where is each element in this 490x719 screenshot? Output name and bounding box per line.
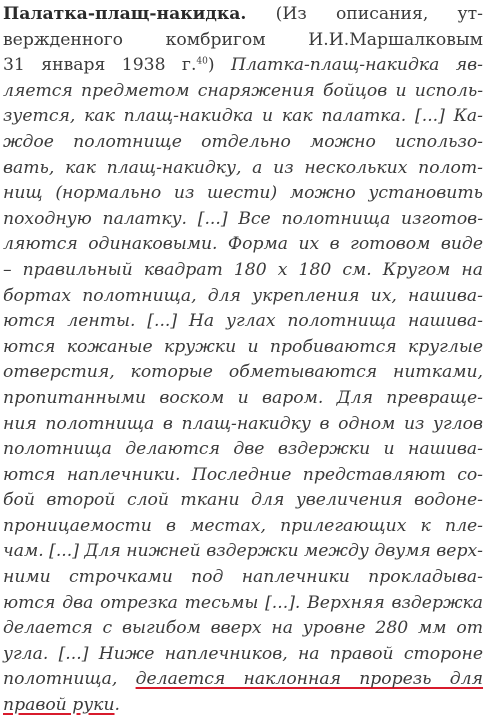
underlined-highlight: правой руки (3, 695, 115, 716)
document-intro-part-2: вержденного комбригом И.И.Маршалковым (3, 29, 483, 50)
document-body-line: угла. [...] Ниже наплечников, на правой стороне (3, 643, 483, 664)
document-body-line: бой второй слой ткани для увеличения водоне- (3, 490, 483, 511)
document-intro-close: ) (207, 55, 215, 76)
document-body-line: ними строчками под наплечники прокладыва- (3, 567, 483, 588)
document-body-line: ляется предметом снаряжения бойцов и исполь- (3, 80, 483, 101)
document-body-line: ждое полотнище отдельно можно использо- (3, 131, 483, 152)
document-body-line: ются два отрезка тесьмы [...]. Верхняя вздержка (3, 592, 483, 613)
footnote-reference: 40 (196, 56, 208, 67)
document-body-line: зуется, как плащ-накидка и как палатка. [...] Ка- (3, 106, 483, 127)
document-body-line: чам. [...] Для нижней вздержки между двумя верх- (3, 541, 483, 562)
document-body-line: ются ленты. [...] На углах полотнища нашива- (3, 311, 483, 332)
document-body-line: нищ (нормально из шести) можно установить (3, 183, 483, 204)
document-body-line: бортах полотнища, для укрепления их, нашива- (3, 285, 483, 306)
document-body-fragment: . (114, 695, 120, 716)
document-body-line: Платка-плащ-накидка яв- (231, 55, 483, 76)
document-body-line: ются наплечники. Последние представляют со- (3, 464, 483, 485)
document-line-3 (3, 53, 483, 79)
document-body-line: отверстия, которые обметываются нитками, (3, 362, 483, 383)
document-line-2 (3, 28, 483, 54)
underlined-highlight: делается наклонная прорезь для (135, 669, 484, 690)
document-body-line: – правильный квадрат 180 х 180 см. Кругом на (3, 259, 483, 280)
document-body-line: ляются одинаковыми. Форма их в готовом виде (3, 234, 483, 255)
document-body-line: ния полотнища в плащ-накидку в одном из углов (3, 413, 483, 434)
document-line-penultimate (3, 667, 483, 693)
document-body-line: вать, как плащ-накидку, а из нескольких полот- (3, 157, 483, 178)
document-line-1 (3, 2, 483, 28)
document-intro-date: 31 января 1938 г. (3, 55, 197, 76)
document-intro-part-1: (Из описания, ут- (275, 4, 483, 24)
document-body-line: полотнища делаются две вздержки и нашива- (3, 439, 483, 460)
document-body-line: ются кожаные кружки и пробиваются круглые (3, 336, 483, 357)
document-body-line: проницаемости в местах, прилегающих к пле- (3, 515, 483, 536)
document-body-line: пропитанными воском и варом. Для превраще- (3, 387, 483, 408)
document-heading: Палатка-плащ-накидка. (3, 4, 247, 24)
document-body-line: походную палатку. [...] Все полотнища изготов- (3, 208, 483, 229)
document-body-fragment: полотнища, (3, 669, 136, 690)
document-line-final (3, 693, 483, 719)
document-text-block (3, 2, 483, 719)
document-body-line: делается с выгибом вверх на уровне 280 мм от (3, 618, 483, 639)
